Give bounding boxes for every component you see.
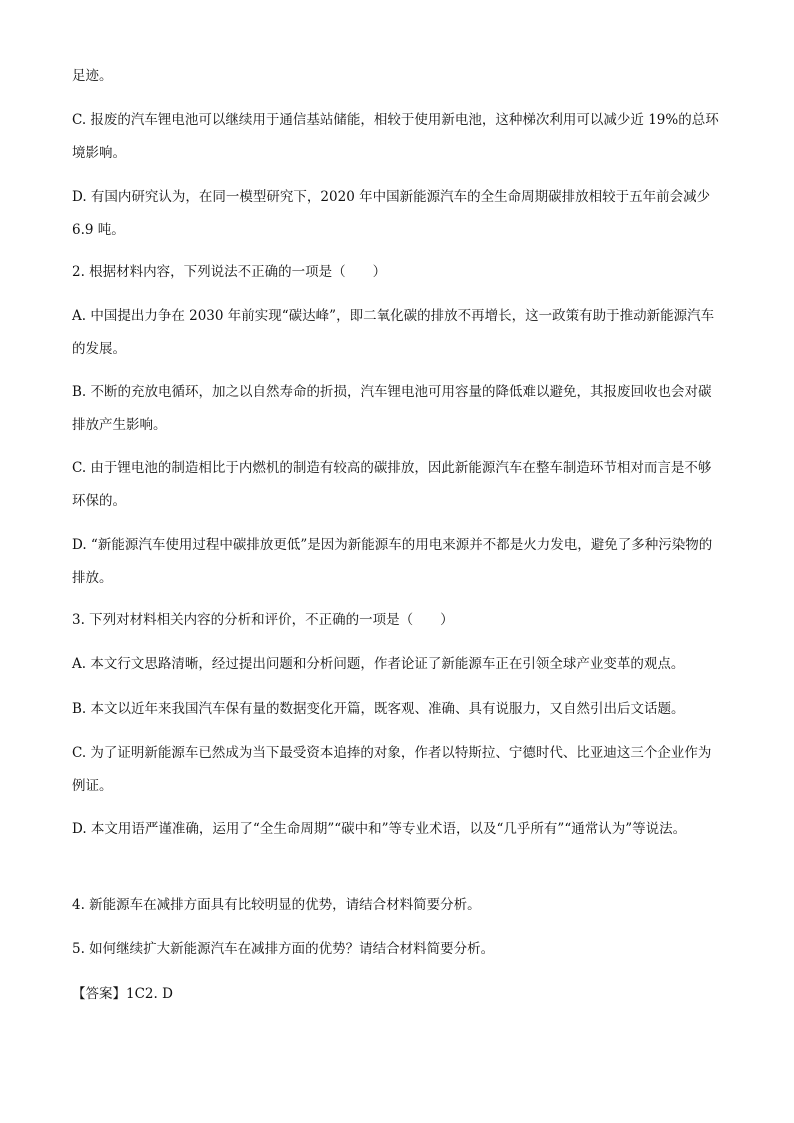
q3-option-b: B. 本文以近年来我国汽车保有量的数据变化开篇，既客观、准确、具有说服力，又自然引出后文话题。 — [72, 701, 685, 717]
q2-option-a: A. 中国提出力争在 2030 年前实现“碳达峰”，即二氧化碳的排放不再增长，这一政策有助于推动新能源汽车的发展。 — [72, 308, 715, 357]
option-d-line: D. 有国内研究认为，在同一模型研究下，2020 年中国新能源汽车的全生命周期碳排放相较于五年前会减少 6.9 吨。 — [72, 189, 711, 238]
question-2: 2. 根据材料内容，下列说法不正确的一项是（ ） — [72, 264, 387, 280]
q3-option-c: C. 为了证明新能源车已然成为当下最受资本追捧的对象，作者以特斯拉、宁德时代、比亚迪这三个企业作为例证。 — [72, 745, 712, 794]
question-5: 5. 如何继续扩大新能源汽车在减排方面的优势？请结合材料简要分析。 — [72, 941, 495, 957]
q2-option-c: C. 由于锂电池的制造相比于内燃机的制造有较高的碳排放，因此新能源汽车在整车制造环节相对而言是不够环保的。 — [72, 460, 712, 509]
q2-option-d: D. “新能源汽车使用过程中碳排放更低”是因为新能源车的用电来源并不都是火力发电，避免了多种污染物的排放。 — [72, 537, 713, 586]
question-4: 4. 新能源车在减排方面具有比较明显的优势，请结合材料简要分析。 — [72, 897, 481, 913]
text-line: 足迹。 — [72, 68, 113, 84]
q3-option-d: D. 本文用语严谨准确，运用了“全生命周期”“碳中和”等专业术语，以及“几乎所有”“通常认为”等说法。 — [72, 821, 687, 837]
question-3: 3. 下列对材料相关内容的分析和评价，不正确的一项是（ ） — [72, 612, 454, 628]
option-c-line: C. 报废的汽车锂电池可以继续用于通信基站储能，相较于使用新电池，这种梯次利用可以减少近 19%的总环境影响。 — [72, 112, 719, 161]
answer-line: 【答案】1C2. D — [72, 986, 173, 1002]
q2-option-b: B. 不断的充放电循环，加之以自然寿命的折损，汽车锂电池可用容量的降低难以避免，其报废回收也会对碳排放产生影响。 — [72, 384, 712, 433]
q3-option-a: A. 本文行文思路清晰，经过提出问题和分析问题，作者论证了新能源车正在引领全球产业变革的观点。 — [72, 656, 685, 672]
